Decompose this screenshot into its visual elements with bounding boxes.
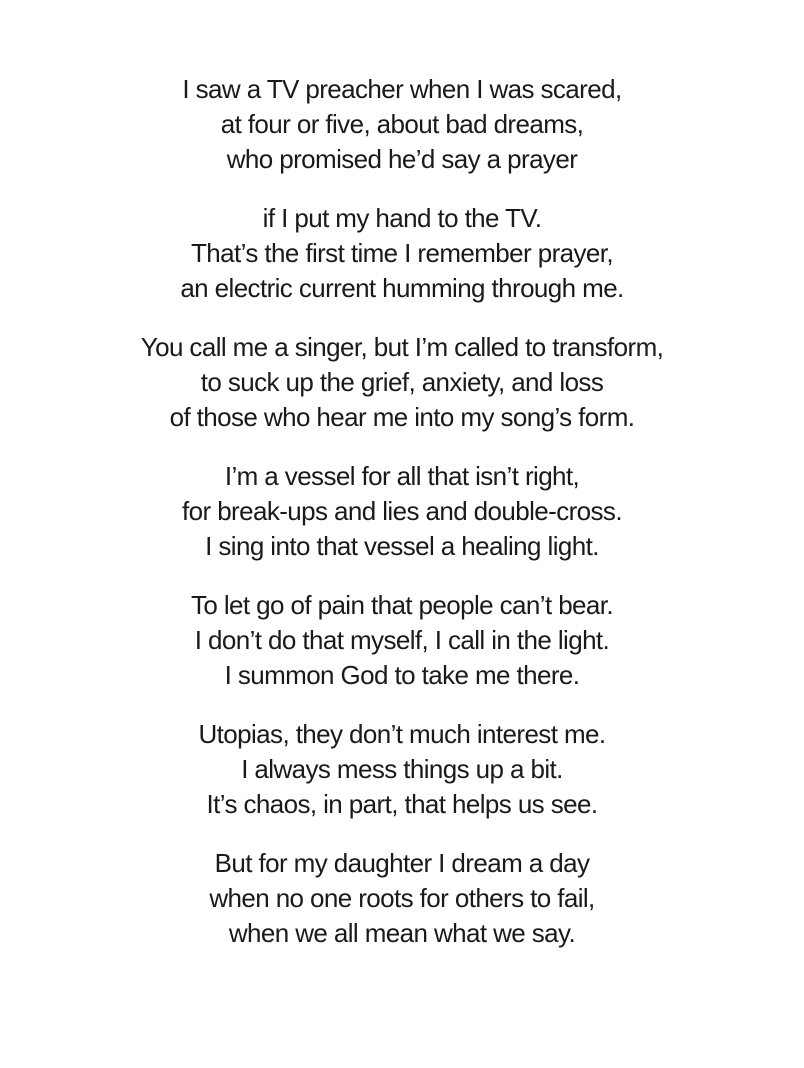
poem-line: if I put my hand to the TV.: [262, 203, 542, 233]
stanza-4: [0, 459, 804, 564]
stanza-5: [0, 588, 804, 693]
poem-line: I sing into that vessel a healing light.: [205, 531, 599, 561]
stanza-1: [0, 72, 804, 177]
poem-line: It’s chaos, in part, that helps us see.: [206, 789, 598, 819]
poem-line: when no one roots for others to fail,: [209, 883, 595, 913]
poem-line: You call me a singer, but I’m called to transform,: [140, 332, 664, 362]
stanza-3: [0, 330, 804, 435]
poem-line: when we all mean what we say.: [228, 918, 576, 948]
poem-line: at four or five, about bad dreams,: [220, 109, 584, 139]
poem-line: I’m a vessel for all that isn’t right,: [224, 461, 580, 491]
stanza-2: [0, 201, 804, 306]
poem-line: for break-ups and lies and double-cross.: [182, 496, 622, 526]
poem-line: I don’t do that myself, I call in the light.: [194, 625, 610, 655]
poem-line: That’s the first time I remember prayer,: [191, 238, 613, 268]
poem-line: an electric current humming through me.: [180, 273, 624, 303]
stanza-6: [0, 717, 804, 822]
poem-line: to suck up the grief, anxiety, and loss: [200, 367, 604, 397]
poem-line: But for my daughter I dream a day: [214, 848, 590, 878]
poem-line: To let go of pain that people can’t bear.: [190, 590, 614, 620]
poem-line: I always mess things up a bit.: [241, 754, 563, 784]
poem-line: who promised he’d say a prayer: [226, 144, 578, 174]
poem-body: [0, 72, 804, 975]
poem-line: of those who hear me into my song’s form.: [169, 402, 635, 432]
poem-line: Utopias, they don’t much interest me.: [198, 719, 606, 749]
poem-line: I summon God to take me there.: [224, 660, 580, 690]
stanza-7: [0, 846, 804, 951]
poem-line: I saw a TV preacher when I was scared,: [182, 74, 622, 104]
